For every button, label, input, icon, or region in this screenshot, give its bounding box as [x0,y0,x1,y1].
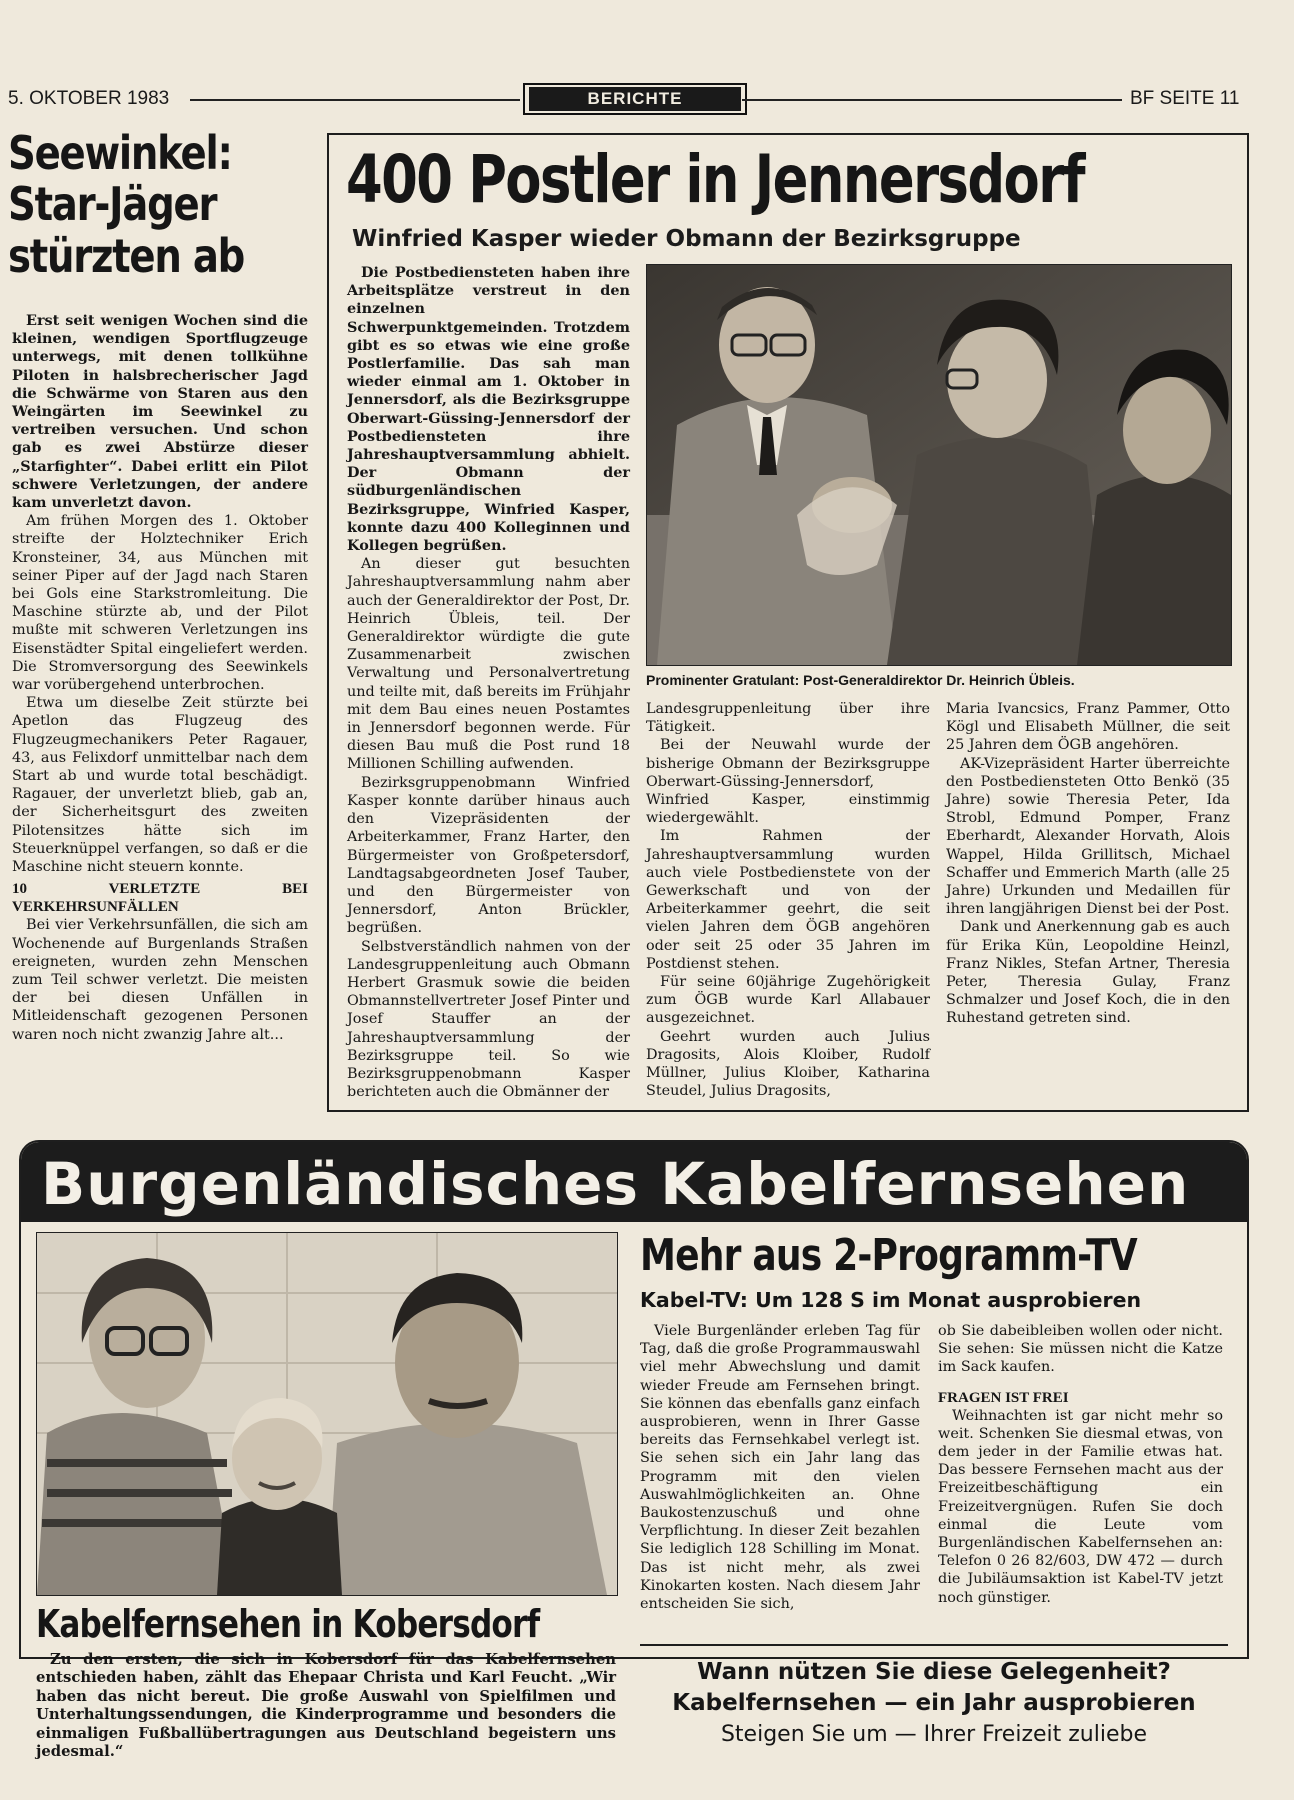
kabel-col2-p2: Weihnachten ist gar nicht mehr so weit. Schenken Sie diesmal etwas, von dem jeder in der Familie etwas hat. Das bessere Fernsehen macht aus der Freizeitbeschäftigung ein Freizeitvergnügen. Rufen Sie doch einmal die Leute vom Burgenländischen Kabelfernsehen an: Telefon 0 26 82/603, DW 472 — durch die Jubiläumsaktion ist Kabel-TV jetzt noch günstiger. [938,1407,1223,1606]
kabel-column-1 [640,1322,920,1613]
seewinkel-headline [8,128,313,282]
kabel-banner-title: Burgenländisches Kabelfernsehen [41,1150,1190,1218]
header-rule-right [742,99,1122,101]
postler-column-1 [347,264,630,1101]
seewinkel-headline-line-2: Star-Jäger [8,177,217,231]
kabel-headline: Mehr aus 2-Programm-TV [640,1230,1137,1281]
postler-subheadline: Winfried Kasper wieder Obmann der Bezirksgruppe [352,226,1021,252]
postler-col3-p1: Maria Ivancsics, Franz Pammer, Otto Kögl und Elisabeth Müllner, die seit 25 Jahren dem ÖGB angehören. [946,701,1230,754]
issue-date: 5. OKTOBER 1983 [8,88,170,109]
cta-line-3: Steigen Sie um — Ihrer Freizeit zuliebe [720,1722,1148,1747]
section-label: BERICHTE [529,87,741,111]
family-photo-illustration [37,1233,617,1595]
accidents-subhead: 10 VERLETZTE BEI VERKEHRSUNFÄLLEN [12,881,308,916]
fragen-ist-frei-subhead: FRAGEN IST FREI [938,1389,1069,1406]
kobersdorf-text [36,1651,616,1761]
postler-col1-p4: Selbstverständlich nahmen von der Landesgruppenleitung auch Obmann Herbert Grasmuk sowie die beiden Obmannstellvertreter Josef Pinter und Josef Stauffer an der Jahreshauptversammlung der Bezirksgruppe teil. So wie Bezirksgruppenobmann Kasper berichteten auch die Obmänner der [347,938,630,1101]
seewinkel-body [12,312,308,1044]
postler-column-3 [946,700,1230,1028]
kobersdorf-headline: Kabelfernsehen in Kobersdorf [36,1602,540,1646]
page-number: BF SEITE 11 [1130,88,1240,109]
kabel-banner [21,1142,1247,1222]
kabel-call-to-action [640,1657,1228,1750]
postler-col1-p1: Die Postbediensteten haben ihre Arbeitsplätze verstreut in den einzelnen Schwerpunktgemeinden. Trotzdem gibt es so etwas wie eine große Postlerfamilie. Das sah man wieder einmal am 1. Oktober in Jennersdorf, als die Bezirksgruppe Oberwart-Güssing-Jennersdorf der Postbediensteten ihre Jahreshauptversammlung abhielt. Der Obmann der südburgenländischen Bezirksgruppe, Winfried Kasper, konnte dazu 400 Kolleginnen und Kollegen begrüßen. [347,264,630,555]
seewinkel-headline-line-3: stürzten ab [8,229,245,283]
postler-col2-p1: Landesgruppenleitung über ihre Tätigkeit. [646,701,930,736]
postler-col3-p2: AK-Vizepräsident Harter überreichte den Postbediensteten Otto Benkö (35 Jahre) sowie Theresia Peter, Ida Strobl, Edmund Pomper, Franz Eberhardt, Alexander Horvath, Alois Wappel, Hilda Grillitsch, Michael Schaffer und Emmerich Marth (alle 25 Jahre) Urkunden und Medaillen für ihren langjährigen Dienst bei der Post. [946,755,1230,918]
gratulant-caption: Prominenter Gratulant: Post-Generaldirektor Dr. Heinrich Übleis. [646,672,1075,688]
postler-col1-p3: Bezirksgruppenobmann Winfried Kasper konnte darüber hinaus auch den Vizepräsidenten der Arbeiterkammer, Franz Harter, den Bürgermeister von Großpetersdorf, Landtagsabgeordneten Josef Tauber, und den Bürgermeister von Jennersdorf, Anton Brückler, begrüßen. [347,774,630,937]
seewinkel-paragraph-2: Am frühen Morgen des 1. Oktober streifte der Holztechniker Erich Kronsteiner, 34, aus München mit seiner Piper auf der Jagd nach Staren bei Gols eine Starkstromleitung. Die Maschine stürzte ab, und der Pilot mußte mit schweren Verletzungen ins Eisenstädter Spital eingeliefert werden. Die Stromversorgung des Seewinkels war vorübergehend unterbrochen. [12,513,308,694]
postler-col3-p3: Dank und Anerkennung gab es auch für Erika Kün, Leopoldine Heinzl, Franz Nikles, Stefan Artner, Theresia Peter, Theresia Gulay, Franz Schmalzer und Josef Koch, die in den Ruhestand getreten sind. [946,919,1230,1027]
seewinkel-lead: Erst seit wenigen Wochen sind die kleinen, wendigen Sportflugzeuge unterwegs, mit denen tollkühne Piloten in halsbrecherischer Jagd die Schwärme von Staren aus den Weingärten im Seewinkel zu vertreiben versuchen. Und schon gab es zwei Abstürze dieser „Starfighter“. Dabei erlitt ein Pilot schwere Verletzungen, der andere kam unverletzt davon. [12,312,308,512]
family-photo [36,1232,618,1596]
postler-column-2 [646,700,930,1100]
postler-col2-p5: Geehrt wurden auch Julius Dragosits, Alois Kloiber, Rudolf Müllner, Julius Kloiber, Katharina Steudel, Julius Dragosits, [646,1028,930,1100]
gratulant-photo [646,264,1232,666]
postler-col2-p4: Für seine 60jährige Zugehörigkeit zum ÖGB wurde Karl Allabauer ausgezeichnet. [646,974,930,1027]
postler-col2-p2: Bei der Neuwahl wurde der bisherige Obmann der Bezirksgruppe Oberwart-Güssing-Jennersdorf, Winfried Kasper, einstimmig wiedergewählt. [646,737,930,827]
accidents-paragraph: Bei vier Verkehrsunfällen, die sich am Wochenende auf Burgenlands Straßen ereigneten, wurden zehn Menschen zum Teil schwer verletzt. Die meisten der bei diesen Unfällen in Mitleidenschaft gezogenen Personen waren noch nicht zwanzig Jahre alt... [12,917,308,1043]
seewinkel-paragraph-3: Etwa um dieselbe Zeit stürzte bei Apetlon das Flugzeug des Flugzeugmechanikers Peter Ragauer, 43, aus Felixdorf unmittelbar nach dem Start ab und wurde total beschädigt. Ragauer, der unverletzt blieb, gab an, der Sicherheitsgurt des zweiten Pilotensitzes hätte sich im Steuerknüppel verfangen, so daß er die Maschine nicht steuern konnte. [12,695,308,876]
postler-col1-p2: An dieser gut besuchten Jahreshauptversammlung nahm aber auch der Generaldirektor der Post, Dr. Heinrich Übleis, teil. Der Generaldirektor würdigte die gute Zusammenarbeit zwischen Verwaltung und Personalvertretung und teilte mit, daß bereits im Frühjahr mit dem Bau eines neuen Postamtes in Jennersdorf begonnen werde. Für diesen Bau muß die Post rund 18 Millionen Schilling aufwenden. [347,556,630,773]
cta-line-2: Kabelfernsehen — ein Jahr ausprobieren [672,1690,1196,1716]
kabel-col1-paragraph: Viele Burgenländer erleben Tag für Tag, daß die große Programmauswahl viel mehr Abwechslung und damit wieder Freude am Fernsehen bringt. Sie können das ebenfalls ganz einfach ausprobieren, wenn in Ihrer Gasse bereits das Fernsehkabel verlegt ist. Sie sehen sich ein Jahr lang das Programm mit den vielen Auswahlmöglichkeiten an. Ohne Baukostenzuschuß und ohne Verpflichtung. In dieser Zeit bezahlen Sie lediglich 128 Schilling im Monat. Das ist nicht mehr, als zwei Kinokarten kosten. Nach diesem Jahr entscheiden Sie sich, [640,1323,920,1613]
postler-headline: 400 Postler in Jennersdorf [346,141,1085,218]
gratulant-photo-illustration [647,265,1231,665]
kabel-column-2 [938,1322,1223,1607]
kabel-subheadline: Kabel-TV: Um 128 S im Monat ausprobieren [640,1288,1142,1312]
section-tag [523,83,747,115]
kobersdorf-paragraph: Zu den ersten, die sich in Kobersdorf für das Kabelfernsehen entschieden haben, zählt das Ehepaar Christa und Karl Feucht. „Wir haben das nicht bereut. Die große Auswahl von Spielfilmen und Unterhaltungssendungen, die Kinderprogramme und besonders die einmaligen Fußballübertragungen aus Deutschland begeistern uns jedesmal.“ [36,1651,616,1761]
seewinkel-headline-line-1: Seewinkel: [8,126,232,180]
cta-line-1: Wann nützen Sie diese Gelegenheit? [697,1659,1171,1685]
header-rule-left [190,99,520,101]
postler-col2-p3: Im Rahmen der Jahreshauptversammlung wurden auch viele Postbedienstete von der Gewerkschaft und von der Arbeiterkammer geehrt, die seit vielen Jahren dem ÖGB angehören oder seit 25 oder 35 Jahren im Postdienst stehen. [646,828,930,972]
kabel-col2-p1: ob Sie dabeibleiben wollen oder nicht. Sie sehen: Sie müssen nicht die Katze im Sack kaufen. [938,1323,1223,1376]
kabel-cta-divider [640,1644,1228,1646]
